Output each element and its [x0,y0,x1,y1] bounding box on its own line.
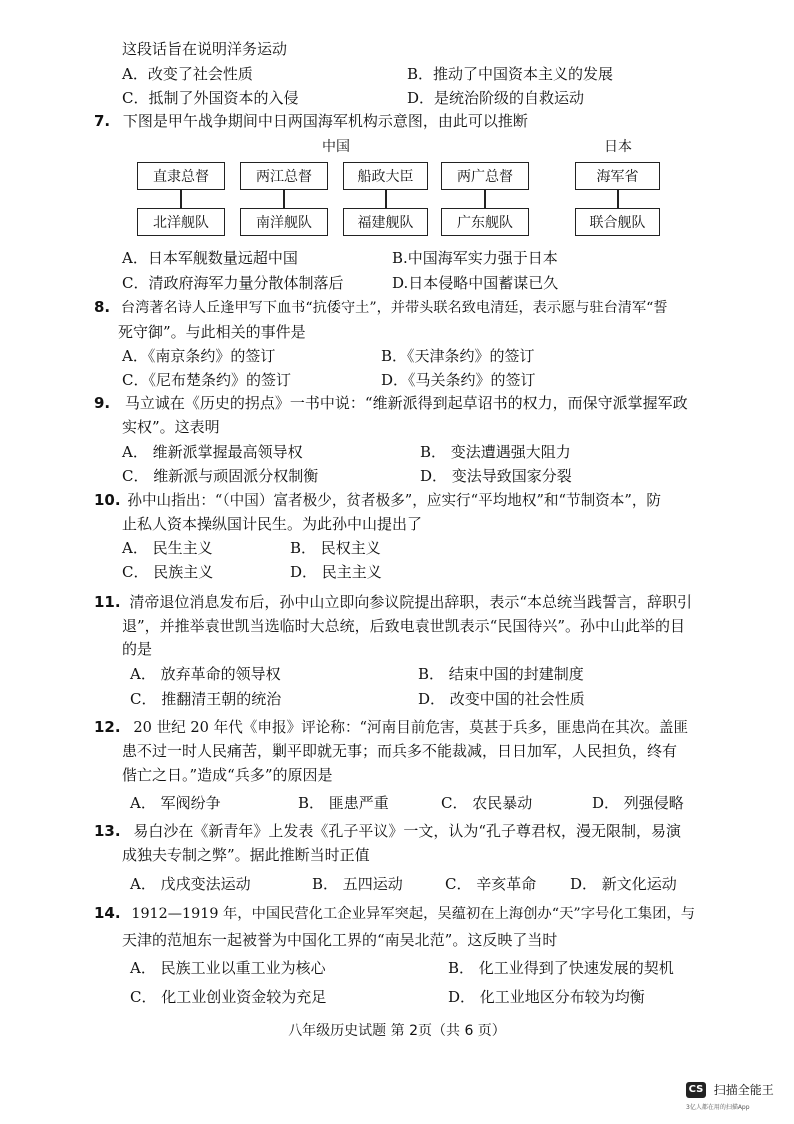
q6-option-d: D．是统治阶级的自救运动 [407,89,585,107]
diagram-connector [283,190,285,208]
watermark-text: 扫描全能王 [713,1083,774,1097]
q13-stem-line1 [94,820,681,841]
q13-option-d: D． 新文化运动 [570,875,677,893]
diagram-box-combined-fleet: 联合舰队 [575,208,660,236]
diagram-box-beiyang-fleet: 北洋舰队 [137,208,225,236]
q14-option-b: B． 化工业得到了快速发展的契机 [448,959,674,977]
q8-number: 8. [94,298,111,316]
q14-option-d: D． 化工业地区分布较为均衡 [448,988,645,1006]
q11-option-c: C． 推翻清王朝的统治 [130,690,282,708]
q11-stem-text1: 清帝退位消息发布后，孙中山立即向参议院提出辞职，表示“本总统当践誓言，辞职引 [129,593,693,611]
q14-stem-text1: 1912—1919 年，中国民营化工企业异军突起，吴蕴初在上海创办“天”字号化工集团，与 [131,906,696,922]
diagram-label-china: 中国 [322,139,350,155]
q11-option-d: D． 改变中国的社会性质 [418,690,585,708]
q10-option-a: A． 民生主义 [122,539,213,557]
q6-option-c: C．抵制了外国资本的入侵 [122,89,299,107]
q14-stem-line1 [94,903,695,923]
q8-option-b: B．《天津条约》的签订 [381,347,535,365]
q11-stem-line2: 退”，并推举袁世凯当选临时大总统，后致电袁世凯表示“民国待兴”。孙中山此举的目 [122,617,686,635]
page-footer: 八年级历史试题 第 2页（共 6 页） [288,1023,506,1039]
q7-option-a: A．日本军舰数量远超中国 [122,249,298,267]
q9-stem-line2: 实权”。这表明 [122,418,220,436]
q12-option-a: A． 军阀纷争 [130,794,221,812]
q7-stem [94,110,528,131]
q9-stem-text1: 马立诚在《历史的拐点》一书中说：“维新派得到起草诏书的权力，而保守派掌握军政 [124,394,688,412]
q10-stem-line1 [94,489,661,510]
diagram-label-japan: 日本 [604,139,632,155]
q9-option-d: D． 变法导致国家分裂 [420,467,572,485]
q12-option-b: B． 匪患严重 [298,794,389,812]
q11-number: 11. [94,593,121,611]
q12-number: 12. [94,718,121,736]
q7-option-d: D.日本侵略中国蓄谋已久 [392,274,559,292]
q12-stem-line2: 患不过一时人民痛苦，剿平即就无事；而兵多不能裁减，日日加军，人民担负，终有 [122,742,678,760]
q11-option-b: B． 结束中国的封建制度 [418,665,584,683]
diagram-box-navy-ministry: 海军省 [575,162,660,190]
q13-number: 13. [94,822,121,840]
watermark-subtext: 3亿人都在用的扫描App [686,1104,750,1111]
q9-option-b: B． 变法遭遇强大阻力 [420,443,571,461]
q13-stem-text1: 易白沙在《新青年》上发表《孔子平议》一文，认为“孔子尊君权，漫无限制，易演 [133,822,682,840]
q14-option-c: C． 化工业创业资金较为充足 [130,988,327,1006]
q11-stem-line1 [94,591,692,612]
q12-stem-text1: 20 世纪 20 年代《申报》评论称：“河南目前危害，莫甚于兵多，匪患尚在其次。盖匪 [133,719,689,736]
q11-option-a: A． 放弃革命的领导权 [130,665,281,683]
q8-stem-line2: 死守御”。与此相关的事件是 [118,323,306,341]
q12-option-d: D． 列强侵略 [592,794,684,812]
q9-stem-line1 [94,392,688,413]
q10-stem-text1: 孙中山指出：“（中国）富者极少，贫者极多”，应实行“平均地权”和“节制资本”，防 [127,492,662,509]
q13-option-c: C． 辛亥革命 [445,875,537,893]
q13-option-b: B． 五四运动 [312,875,403,893]
q13-stem-line2: 成独夫专制之弊”。据此推断当时正值 [122,846,370,864]
q8-option-d: D．《马关条约》的签订 [381,371,536,389]
q12-stem-line1 [94,716,688,737]
q7-option-b: B.中国海军实力强于日本 [392,249,558,267]
diagram-connector [180,190,182,208]
q6-option-b: B．推动了中国资本主义的发展 [407,65,614,83]
q6-option-a: A．改变了社会性质 [122,65,253,83]
q14-option-a: A． 民族工业以重工业为核心 [130,959,326,977]
q7-option-c: C．清政府海军力量分散体制落后 [122,274,344,292]
diagram-connector [617,190,619,208]
q8-stem-line1 [94,297,668,317]
diagram-box-fujian-fleet: 福建舰队 [343,208,428,236]
q10-option-c: C． 民族主义 [122,563,214,581]
q12-option-c: C． 农民暴动 [441,794,533,812]
q11-stem-line3: 的是 [122,640,153,658]
q10-stem-line2: 止私人资本操纵国计民生。为此孙中山提出了 [122,515,423,533]
q7-number: 7. [94,112,111,130]
q8-stem-text1: 台湾著名诗人丘逢甲写下血书“抗倭守土”，并带头联名致电清廷，表示愿与驻台清军“誓 [120,300,668,316]
q14-stem-line2: 天津的范旭东一起被誉为中国化工界的“南吴北范”。这反映了当时 [122,931,558,949]
q9-option-c: C． 维新派与顽固派分权制衡 [122,467,319,485]
q10-option-d: D． 民主主义 [290,563,382,581]
q6-stem-tail: 这段话旨在说明洋务运动 [122,40,288,58]
camscanner-logo-icon: CS [686,1082,706,1098]
q10-number: 10. [94,491,121,509]
diagram-box-nanyang-fleet: 南洋舰队 [240,208,328,236]
scanner-watermark [686,1080,774,1098]
diagram-connector [385,190,387,208]
q8-option-a: A．《南京条约》的签订 [122,347,276,365]
diagram-box-liangjiang-governor: 两江总督 [240,162,328,190]
q14-number: 14. [94,904,121,922]
diagram-box-zhili-governor: 直隶总督 [137,162,225,190]
q9-number: 9. [94,394,111,412]
diagram-connector [484,190,486,208]
diagram-box-shipping-minister: 船政大臣 [343,162,428,190]
q7-stem-text: 下图是甲午战争期间中日两国海军机构示意图，由此可以推断 [122,112,528,130]
q13-option-a: A． 戊戌变法运动 [130,875,251,893]
q10-option-b: B． 民权主义 [290,539,381,557]
q8-option-c: C．《尼布楚条约》的签订 [122,371,291,389]
q9-option-a: A． 维新派掌握最高领导权 [122,443,303,461]
diagram-box-liangguang-governor: 两广总督 [441,162,529,190]
q12-stem-line3: 偕亡之日。”造成“兵多”的原因是 [122,766,333,784]
diagram-box-guangdong-fleet: 广东舰队 [441,208,529,236]
